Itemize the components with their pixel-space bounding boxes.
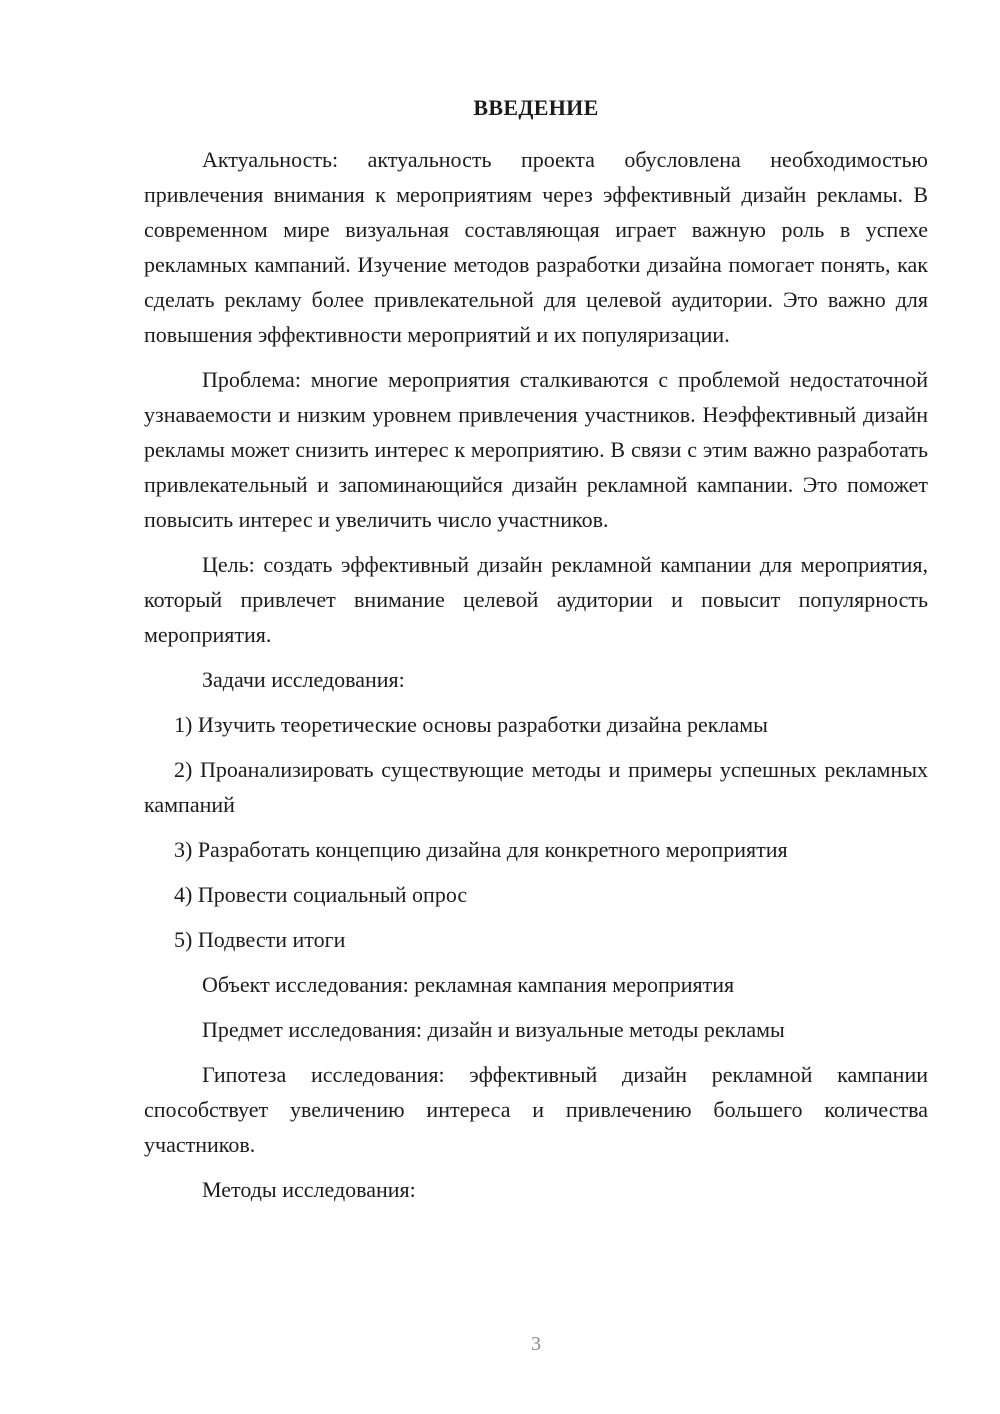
paragraph-subject: Предмет исследования: дизайн и визуальные методы рекламы (202, 1017, 785, 1042)
paragraph-hypothesis: Гипотеза исследования: эффективный дизайн рекламной кампании способствует увеличению интереса и привлечению большего количества участников. (144, 1062, 928, 1157)
list-item: 5) Подвести итоги (174, 927, 346, 952)
paragraph-methods-title: Методы исследования: (202, 1177, 416, 1202)
list-item: 2) Проанализировать существующие методы и примеры успешных рекламных кампаний (144, 757, 928, 817)
page-title: ВВЕДЕНИЕ (473, 95, 599, 120)
list-item: 3) Разработать концепцию дизайна для конкретного мероприятия (174, 837, 788, 862)
page-number-container (0, 1333, 1000, 1356)
paragraph-tasks-title: Задачи исследования: (202, 667, 405, 692)
paragraph-goal: Цель: создать эффективный дизайн рекламной кампании для мероприятия, который привлечет внимание целевой аудитории и повысит популярность мероприятия. (144, 552, 928, 647)
list-item: 4) Провести социальный опрос (174, 882, 468, 907)
page-number: 3 (531, 1333, 541, 1355)
paragraph-object: Объект исследования: рекламная кампания мероприятия (202, 972, 735, 997)
paragraph-relevance: Актуальность: актуальность проекта обусловлена необходимостью привлечения внимания к мероприятиям через эффективный дизайн рекламы. В современном мире визуальная составляющая играет важную роль в успехе рекламных кампаний. Изучение методов разработки дизайна помогает понять, как сделать рекламу более привлекательной для целевой аудитории. Это важно для повышения эффективности мероприятий и их популяризации. (144, 147, 928, 347)
paragraph-problem: Проблема: многие мероприятия сталкиваются с проблемой недостаточной узнаваемости и низким уровнем привлечения участников. Неэффективный дизайн рекламы может снизить интерес к мероприятию. В связи с этим важно разработать привлекательный и запоминающийся дизайн рекламной кампании. Это поможет повысить интерес и увеличить число участников. (144, 367, 928, 532)
tasks-list (144, 707, 928, 957)
list-item: 1) Изучить теоретические основы разработки дизайна рекламы (174, 712, 768, 737)
document-body (144, 142, 928, 1217)
